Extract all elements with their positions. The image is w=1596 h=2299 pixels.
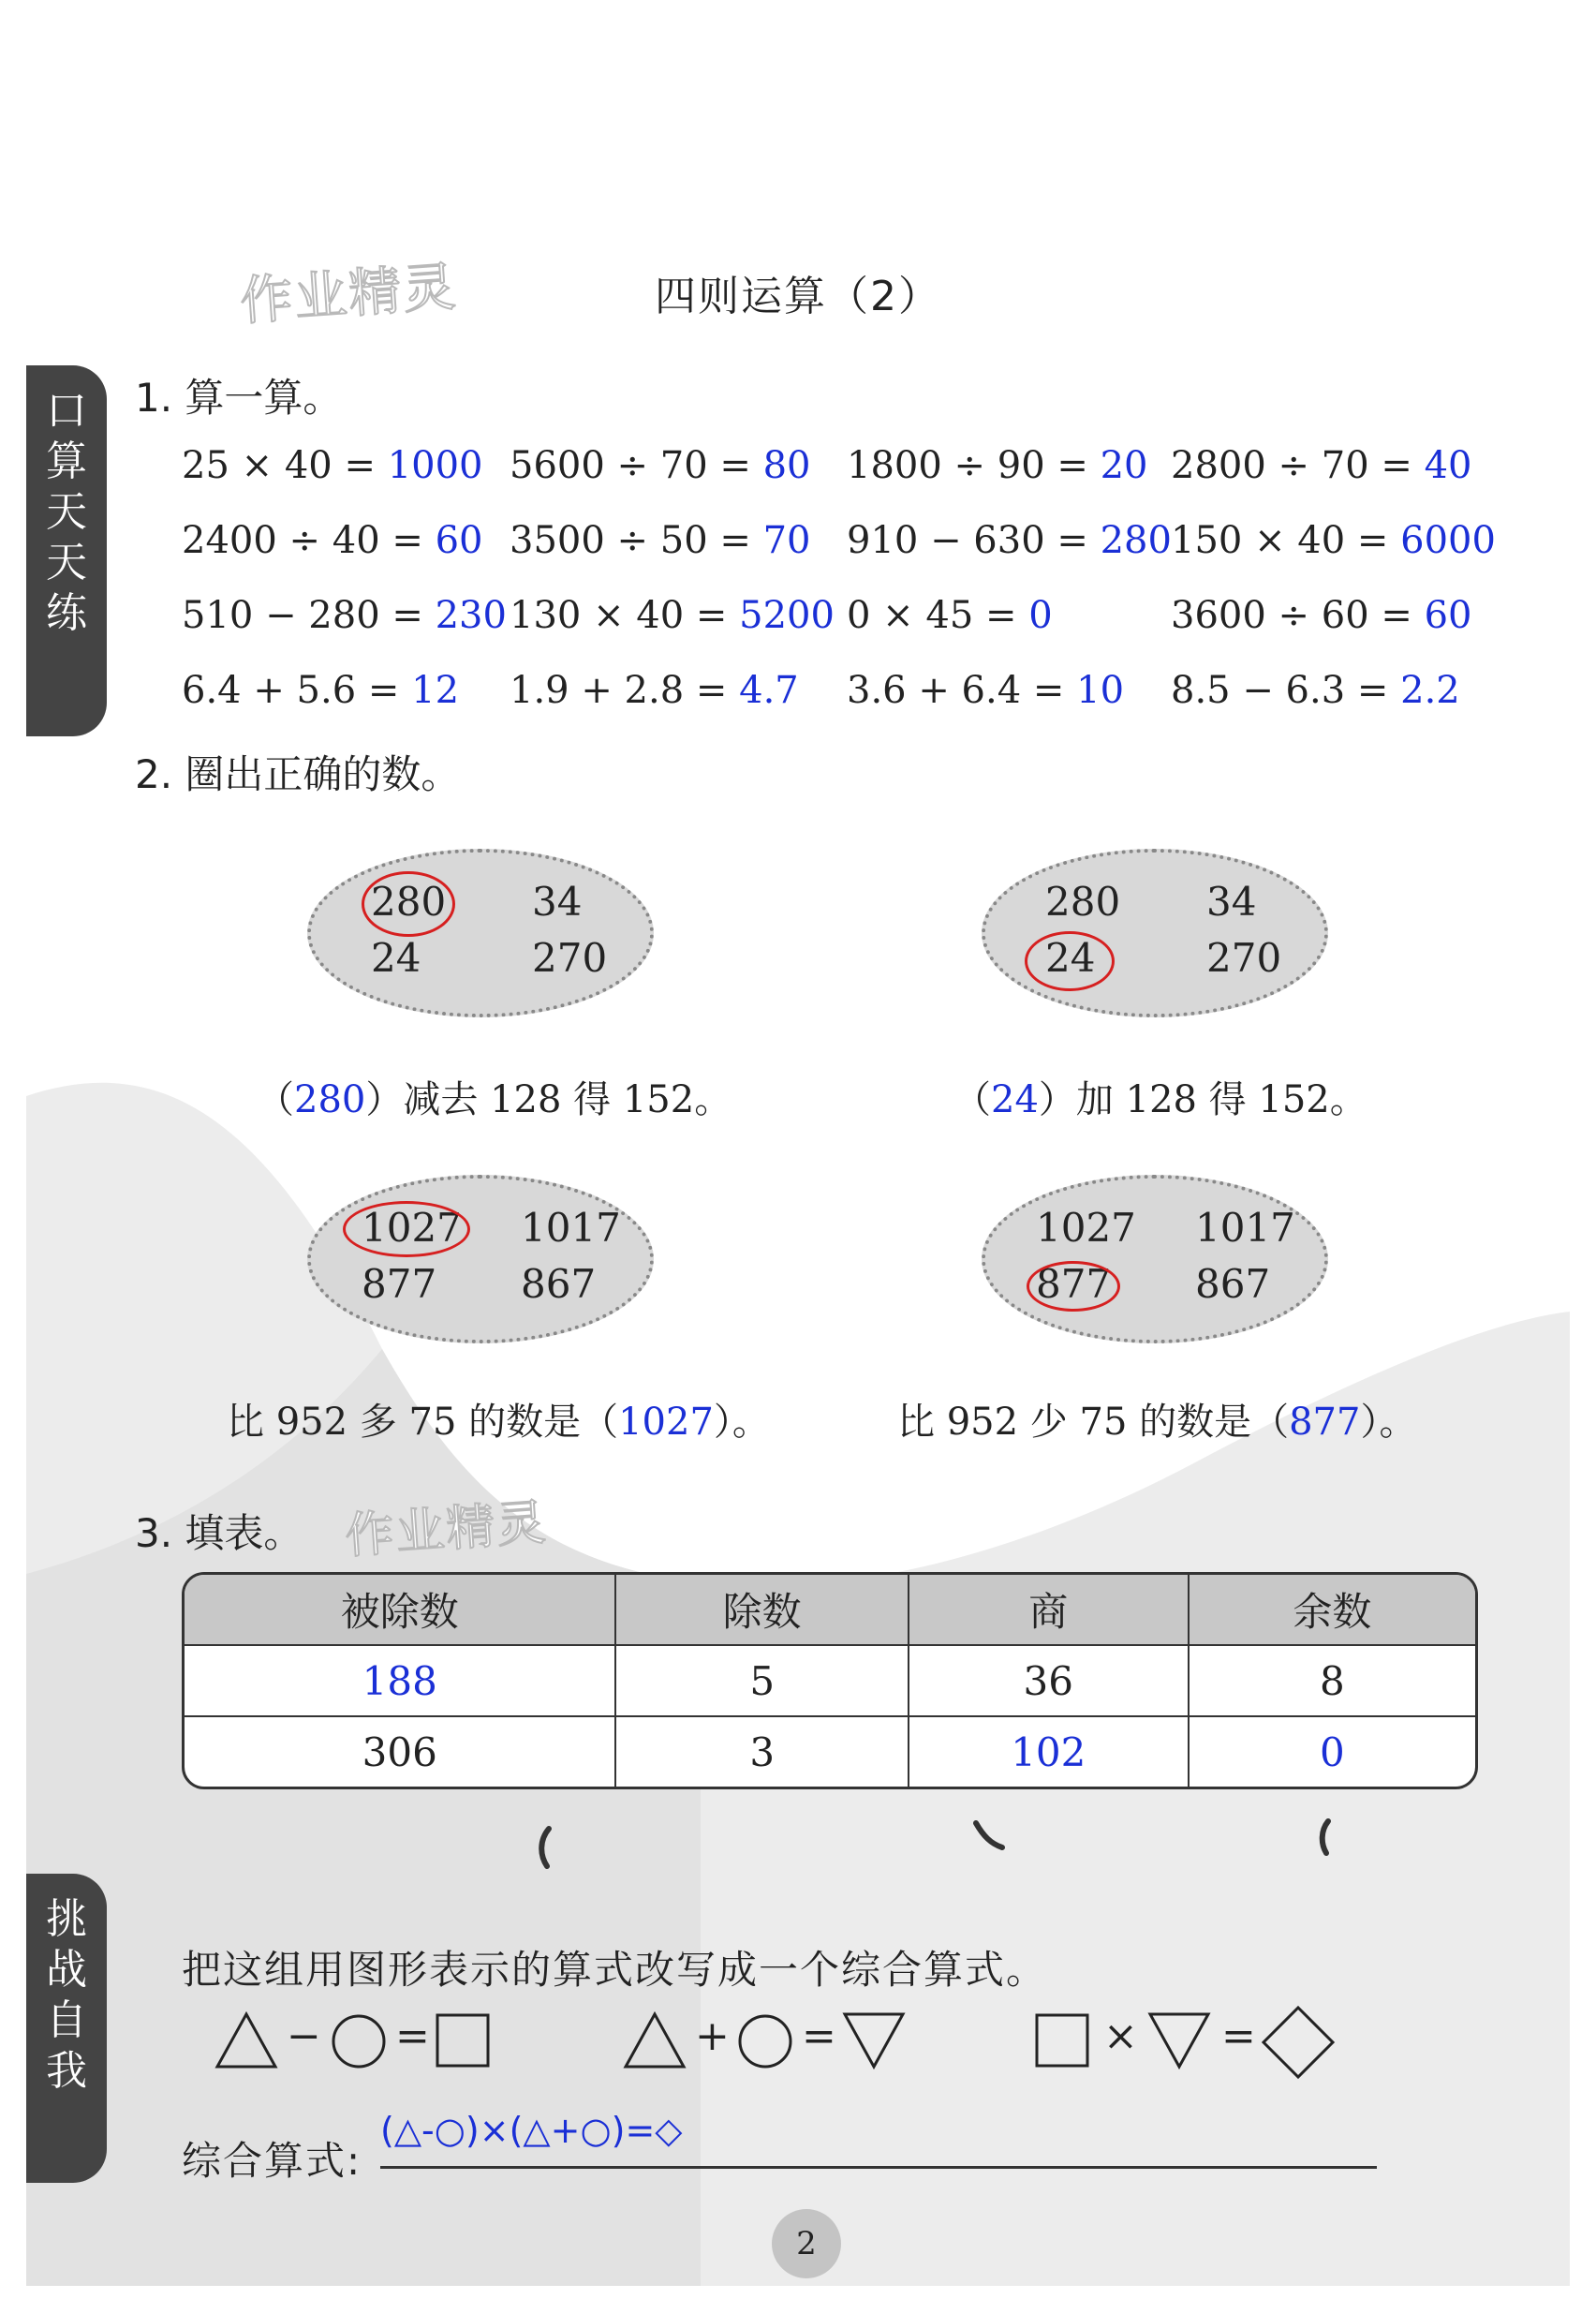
table-header: 被除数 bbox=[185, 1575, 616, 1646]
decor-tick bbox=[532, 1825, 560, 1872]
workbook-page bbox=[26, 28, 1570, 2286]
calc-item: 2400 ÷ 40 = 60 bbox=[182, 519, 483, 562]
calc-item: 910 − 630 = 280 bbox=[847, 519, 1172, 562]
table-header: 除数 bbox=[616, 1575, 909, 1646]
red-circle-mark bbox=[362, 871, 455, 937]
option-number: 1027 bbox=[1036, 1205, 1136, 1251]
option-number: 280 bbox=[371, 879, 447, 925]
option-number: 867 bbox=[1195, 1261, 1271, 1307]
equals-sign: = bbox=[1221, 2012, 1256, 2060]
calc-item: 510 − 280 = 230 bbox=[182, 594, 507, 637]
table-cell: 102 bbox=[909, 1717, 1190, 1787]
fill-answer: 24 bbox=[991, 1078, 1039, 1121]
option-number: 24 bbox=[371, 935, 421, 981]
calc-item: 8.5 − 6.3 = 2.2 bbox=[1171, 669, 1460, 712]
decor-tick bbox=[970, 1817, 1008, 1855]
calc-answer: 2.2 bbox=[1400, 669, 1460, 712]
fill-sentence: （280）减去 128 得 152。 bbox=[257, 1078, 732, 1121]
challenge-prompt: 把这组用图形表示的算式改写成一个综合算式。 bbox=[182, 1947, 1048, 1993]
option-number: 270 bbox=[1206, 935, 1282, 981]
option-number: 270 bbox=[532, 935, 608, 981]
option-number: 24 bbox=[1045, 935, 1096, 981]
option-number: 867 bbox=[521, 1261, 597, 1307]
calc-answer: 20 bbox=[1100, 444, 1148, 487]
table-cell: 3 bbox=[616, 1717, 909, 1787]
option-number: 34 bbox=[1206, 879, 1257, 925]
question-2-heading: 2. 圈出正确的数。 bbox=[135, 751, 461, 797]
calc-item: 3600 ÷ 60 = 60 bbox=[1171, 594, 1472, 637]
fill-sentence: （24）加 128 得 152。 bbox=[953, 1078, 1367, 1121]
calc-item: 130 × 40 = 5200 bbox=[510, 594, 835, 637]
calc-item: 1800 ÷ 90 = 20 bbox=[847, 444, 1148, 487]
calc-answer: 280 bbox=[1100, 519, 1172, 562]
table-cell: 8 bbox=[1190, 1646, 1475, 1717]
calc-item: 6.4 + 5.6 = 12 bbox=[182, 669, 460, 712]
table-cell: 0 bbox=[1319, 1728, 1345, 1775]
inverted-triangle-icon bbox=[1146, 2010, 1212, 2070]
calc-answer: 5200 bbox=[739, 594, 835, 637]
page-number: 2 bbox=[772, 2209, 841, 2278]
fill-answer: 280 bbox=[294, 1078, 366, 1121]
minus-sign: − bbox=[287, 2012, 321, 2060]
calc-answer: 80 bbox=[762, 444, 811, 487]
option-number: 877 bbox=[1036, 1261, 1112, 1307]
times-sign: × bbox=[1103, 2012, 1138, 2060]
table-row bbox=[185, 1717, 1475, 1787]
calc-item: 2800 ÷ 70 = 40 bbox=[1171, 444, 1472, 487]
red-circle-mark bbox=[343, 1201, 470, 1257]
square-icon bbox=[1034, 2012, 1090, 2069]
calc-item: 150 × 40 = 6000 bbox=[1171, 519, 1496, 562]
square-icon bbox=[435, 2012, 491, 2069]
fill-answer: 877 bbox=[1289, 1401, 1361, 1444]
circle-icon bbox=[330, 2012, 388, 2070]
table-cell: 36 bbox=[909, 1646, 1190, 1717]
decor-tick bbox=[1313, 1817, 1341, 1859]
triangle-icon bbox=[214, 2010, 279, 2070]
calc-answer: 230 bbox=[435, 594, 507, 637]
number-ellipse bbox=[307, 1175, 654, 1343]
fill-sentence: 比 952 多 75 的数是（1027）。 bbox=[227, 1401, 770, 1444]
inverted-triangle-icon bbox=[841, 2010, 907, 2070]
division-table bbox=[182, 1572, 1478, 1789]
watermark: 作业精灵 bbox=[343, 1494, 550, 1565]
watermark: 作业精灵 bbox=[238, 256, 460, 334]
fill-answer: 1027 bbox=[618, 1401, 714, 1444]
red-circle-mark bbox=[1027, 1261, 1120, 1312]
calc-item: 25 × 40 = 1000 bbox=[182, 444, 483, 487]
diamond-icon bbox=[1261, 2005, 1336, 2080]
question-3-heading: 3. 填表。 bbox=[135, 1510, 303, 1556]
calc-answer: 0 bbox=[1028, 594, 1053, 637]
option-number: 1017 bbox=[521, 1205, 621, 1251]
triangle-icon bbox=[622, 2010, 687, 2070]
equals-sign: = bbox=[395, 2012, 430, 2060]
calc-answer: 1000 bbox=[387, 444, 483, 487]
red-circle-mark bbox=[1025, 931, 1115, 991]
answer-line bbox=[380, 2166, 1377, 2169]
calc-answer: 60 bbox=[435, 519, 483, 562]
calc-answer: 12 bbox=[411, 669, 460, 712]
table-header: 余数 bbox=[1190, 1575, 1475, 1646]
side-tab-challenge: 挑 战 自 我 bbox=[26, 1874, 107, 2183]
option-number: 280 bbox=[1045, 879, 1121, 925]
calc-answer: 6000 bbox=[1400, 519, 1496, 562]
number-ellipse bbox=[982, 849, 1328, 1017]
equals-sign: = bbox=[802, 2012, 836, 2060]
calc-answer: 10 bbox=[1076, 669, 1125, 712]
number-ellipse bbox=[982, 1175, 1328, 1343]
calc-item: 3.6 + 6.4 = 10 bbox=[847, 669, 1125, 712]
calc-item: 3500 ÷ 50 = 70 bbox=[510, 519, 811, 562]
calc-answer: 40 bbox=[1424, 444, 1472, 487]
question-1-heading: 1. 算一算。 bbox=[135, 375, 343, 421]
table-row bbox=[185, 1646, 1475, 1717]
fill-sentence: 比 952 少 75 的数是（877）。 bbox=[897, 1401, 1417, 1444]
table-cell: 306 bbox=[185, 1717, 616, 1787]
calc-item: 1.9 + 2.8 = 4.7 bbox=[510, 669, 799, 712]
plus-sign: + bbox=[695, 2012, 730, 2060]
calc-answer: 60 bbox=[1424, 594, 1472, 637]
option-number: 877 bbox=[362, 1261, 437, 1307]
table-cell: 188 bbox=[185, 1646, 616, 1717]
circle-icon bbox=[736, 2012, 794, 2070]
calc-answer: 70 bbox=[762, 519, 811, 562]
number-ellipse bbox=[307, 849, 654, 1017]
combined-formula-label: 综合算式: bbox=[182, 2138, 362, 2184]
table-cell: 5 bbox=[616, 1646, 909, 1717]
side-tab-daily-practice: 口 算 天 天 练 bbox=[26, 365, 107, 736]
calc-item: 0 × 45 = 0 bbox=[847, 594, 1053, 637]
combined-formula-answer: (△-○)×(△+○)=◇ bbox=[380, 2110, 683, 2151]
option-number: 34 bbox=[532, 879, 583, 925]
page-title: 四则运算（2） bbox=[655, 273, 941, 320]
option-number: 1017 bbox=[1195, 1205, 1295, 1251]
option-number: 1027 bbox=[362, 1205, 462, 1251]
calc-item: 5600 ÷ 70 = 80 bbox=[510, 444, 811, 487]
table-header: 商 bbox=[909, 1575, 1190, 1646]
calc-answer: 4.7 bbox=[739, 669, 799, 712]
